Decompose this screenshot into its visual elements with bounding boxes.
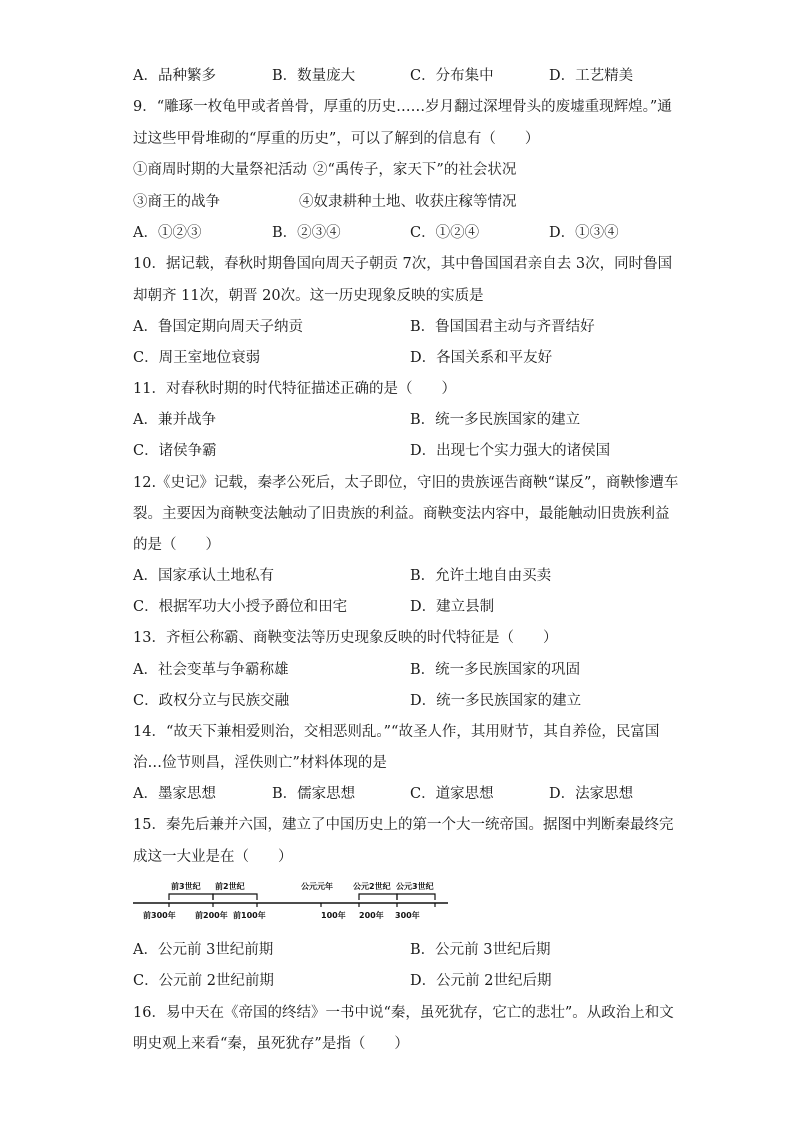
q9-item-2: ②“禹传子，家天下”的社会状况 [313,162,517,178]
q12-stem-line-1: 12.《史记》记载，秦孝公死后，太子即位，守旧的贵族诬告商鞅“谋反”，商鞅惨遭车 [133,475,679,491]
q14-option-d: D．法家思想 [549,786,634,802]
q12-stem-line-2: 裂。主要因为商鞅变法触动了旧贵族的利益。商鞅变法内容中，最能触动旧贵族利益 [133,506,670,522]
timeline-bracket-ad3c [397,894,435,900]
timeline-bracket-bc3c [169,894,213,900]
q13-option-c: C．政权分立与民族交融 [133,693,290,709]
timeline-label-ad2c: 公元2世纪 [353,882,391,891]
q9-option-c: C．①②④ [410,225,480,241]
q10-option-c: C．周王室地位衰弱 [133,350,261,366]
q15-option-b: B．公元前 3世纪后期 [410,942,551,958]
q9-stem-line-2: 过这些甲骨堆砌的“厚重的历史”，可以了解到的信息有（ ） [133,131,540,147]
q15-option-a: A．公元前 3世纪前期 [133,942,274,958]
timeline-label-ad100: 100年 [321,911,346,920]
q13-options-row-2 [133,691,693,711]
q8-options [133,66,693,86]
timeline-label-ad1: 公元元年 [301,882,333,891]
timeline-label-ad200: 200年 [359,911,384,920]
timeline-label-bc100: 前100年 [233,911,266,920]
q13-option-b: B．统一多民族国家的巩固 [410,662,581,678]
q15-option-c: C．公元前 2世纪前期 [133,973,274,989]
q11-options-row-1 [133,410,693,430]
timeline-label-ad3c: 公元3世纪 [396,882,434,891]
q9-option-b: B．②③④ [272,225,341,241]
q15-option-d: D．公元前 2世纪后期 [410,973,552,989]
q12-option-a: A．国家承认土地私有 [133,568,274,584]
q10-options-row-1 [133,317,693,337]
timeline-label-bc2c: 前2世纪 [215,882,245,891]
q13-option-a: A．社会变革与争霸称雄 [133,662,289,678]
q8-option-b: B．数量庞大 [272,68,356,84]
q10-stem-line-1: 10．据记载，春秋时期鲁国向周天子朝贡 7次，其中鲁国国君亲自去 3次，同时鲁国 [133,256,673,272]
q10-options-row-2 [133,348,693,368]
q14-option-b: B．儒家思想 [272,786,356,802]
q13-options-row-1 [133,660,693,680]
q15-timeline-figure [133,880,453,922]
q16-stem-line-1: 16．易中天在《帝国的终结》一书中说“秦，虽死犹存，它亡的悲壮”。从政治上和文 [133,1005,674,1021]
q15-options-row-1 [133,940,693,960]
q11-stem-line-1: 11．对春秋时期的时代特征描述正确的是（ ） [133,381,456,397]
q14-stem-line-1: 14．“故天下兼相爱则治，交相恶则乱。”“故圣人作，其用财节，其自养俭，民富国 [133,724,660,740]
q16-stem-line-2: 明史观上来看“秦，虽死犹存”是指（ ） [133,1036,409,1052]
timeline-bracket-ad2c [359,894,397,900]
q12-options-row-2 [133,597,693,617]
q9-items-row-1 [133,160,693,180]
q14-options [133,784,693,804]
q11-option-a: A．兼并战争 [133,412,216,428]
q12-options-row-1 [133,566,693,586]
q8-option-a: A．品种繁多 [133,68,216,84]
q12-option-c: C．根据军功大小授予爵位和田宅 [133,599,348,615]
q11-option-d: D．出现七个实力强大的诸侯国 [410,443,611,459]
q11-option-b: B．统一多民族国家的建立 [410,412,581,428]
q11-options-row-2 [133,441,693,461]
q13-option-d: D．统一多民族国家的建立 [410,693,582,709]
q8-option-c: C．分布集中 [410,68,494,84]
timeline-bracket-bc2c [213,894,257,900]
q11-option-c: C．诸侯争霸 [133,443,217,459]
q9-options [133,223,693,243]
q9-option-d: D．①③④ [549,225,619,241]
timeline-label-bc3c: 前3世纪 [171,882,201,891]
q10-option-a: A．鲁国定期向周天子纳贡 [133,319,303,335]
q12-option-d: D．建立县制 [410,599,495,615]
q10-option-b: B．鲁国国君主动与齐晋结好 [410,319,595,335]
q8-option-d: D．工艺精美 [549,68,634,84]
q9-item-4: ④奴隶耕种土地、收获庄稼等情况 [299,194,517,210]
q15-stem-line-1: 15．秦先后兼并六国，建立了中国历史上的第一个大一统帝国。据图中判断秦最终完 [133,817,674,833]
timeline-label-bc300: 前300年 [143,911,176,920]
timeline-label-bc200: 前200年 [195,911,228,920]
q12-stem-line-3: 的是（ ） [133,537,220,553]
q9-items-row-2 [133,192,693,212]
q15-stem-line-2: 成这一大业是在（ ） [133,849,293,865]
q12-option-b: B．允许土地自由买卖 [410,568,552,584]
timeline-label-ad300: 300年 [395,911,420,920]
q15-options-row-2 [133,971,693,991]
q13-stem-line-1: 13．齐桓公称霸、商鞅变法等历史现象反映的时代特征是（ ） [133,630,558,646]
q9-item-1: ①商周时期的大量祭祀活动 [133,162,307,178]
q9-option-a: A．①②③ [133,225,202,241]
q9-item-3: ③商王的战争 [133,194,220,210]
q14-option-c: C．道家思想 [410,786,494,802]
q10-stem-line-2: 却朝齐 11次，朝晋 20次。这一历史现象反映的实质是 [133,288,484,304]
q9-stem-line-1: 9．“雕琢一枚龟甲或者兽骨，厚重的历史……岁月翻过深埋骨头的废墟重现辉煌。”通 [133,99,672,115]
q14-option-a: A．墨家思想 [133,786,216,802]
q14-stem-line-2: 治…俭节则昌，淫佚则亡”材料体现的是 [133,755,387,771]
q10-option-d: D．各国关系和平友好 [410,350,553,366]
